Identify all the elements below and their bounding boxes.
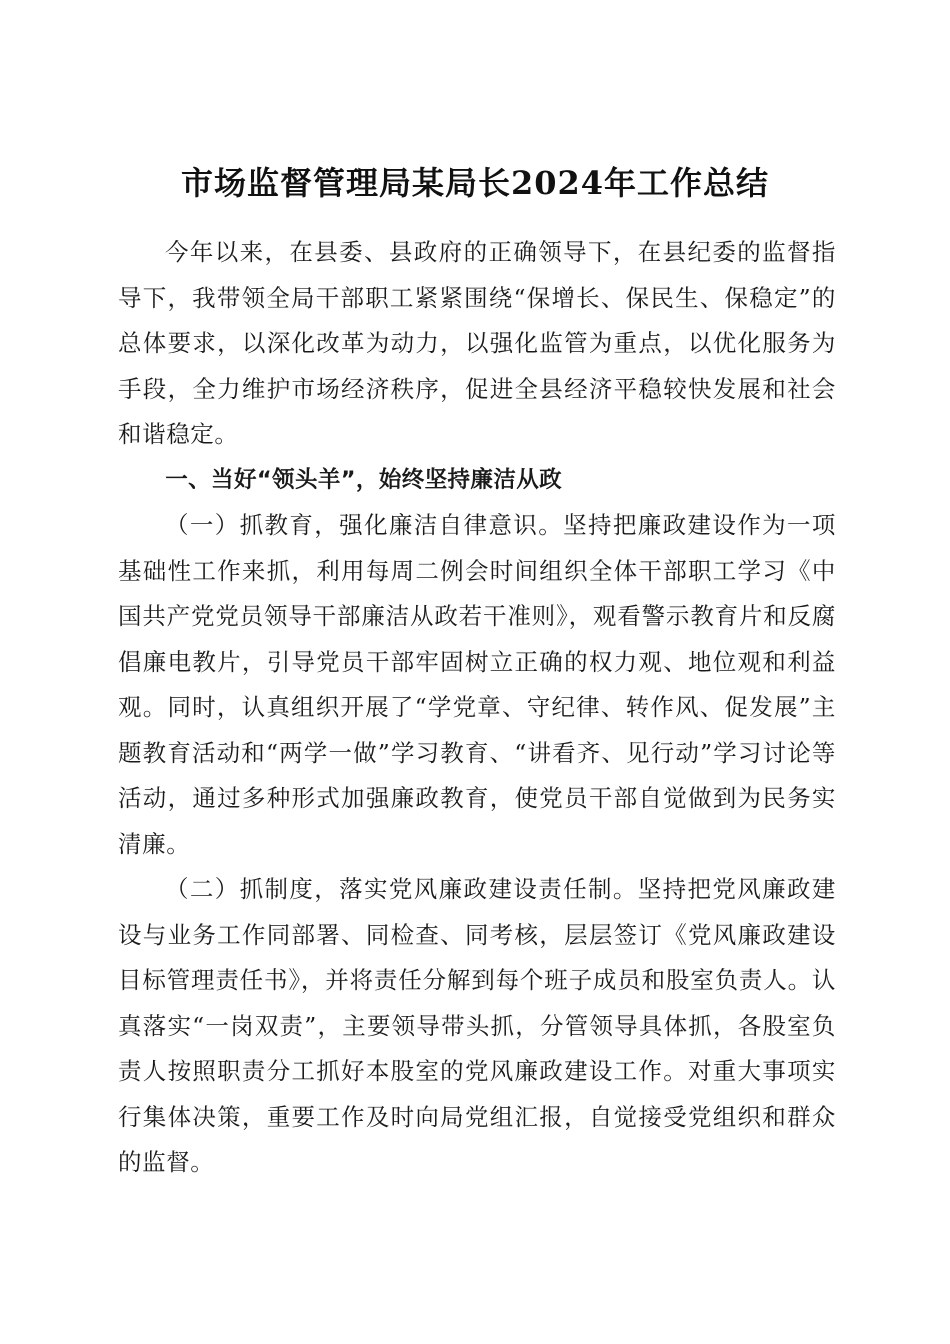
- item-2-text: 坚持把党风廉政建设与业务工作同部署、同检查、同考核，层层签订《党风廉政建设目标管理责任书》，并将责任分解到每个班子成员和股室负责人。认真落实“一岗双责”，主要领导带头抓，分管领导具体抓，各股室负责人按照职责分工抓好本股室的党风廉政建设工作。对重大事项实行集体决策，重要工作及时向局党组汇报，自觉接受党组织和群众的监督。: [118, 875, 836, 1176]
- paragraph-item-2: [118, 867, 836, 1186]
- item-2-lead: （二）抓制度，落实党风廉政建设责任制。: [165, 875, 638, 903]
- document-body: [118, 230, 836, 1186]
- section-heading-1: 一、当好“领头羊”，始终坚持廉洁从政: [165, 466, 563, 493]
- paragraph-item-1: [118, 503, 836, 867]
- item-1-lead: （一）抓教育，强化廉洁自律意识。: [165, 511, 564, 539]
- intro-paragraph: 今年以来，在县委、县政府的正确领导下，在县纪委的监督指导下，我带领全局干部职工紧紧围绕“保增长、保民生、保稳定”的总体要求，以深化改革为动力，以强化监管为重点，以优化服务为手段，全力维护市场经济秩序，促进全县经济平稳较快发展和社会和谐稳定。: [118, 238, 836, 448]
- document-title: 市场监督管理局某局长2024年工作总结: [180, 164, 770, 203]
- item-1-text: 坚持把廉政建设作为一项基础性工作来抓，利用每周二例会时间组织全体干部职工学习《中国共产党党员领导干部廉洁从政若干准则》，观看警示教育片和反腐倡廉电教片，引导党员干部牢固树立正确的权力观、地位观和利益观。同时，认真组织开展了“学党章、守纪律、转作风、促发展”主题教育活动和“两学一做”学习教育、“讲看齐、见行动”学习讨论等活动，通过多种形式加强廉政教育，使党员干部自觉做到为民务实清廉。: [118, 511, 836, 858]
